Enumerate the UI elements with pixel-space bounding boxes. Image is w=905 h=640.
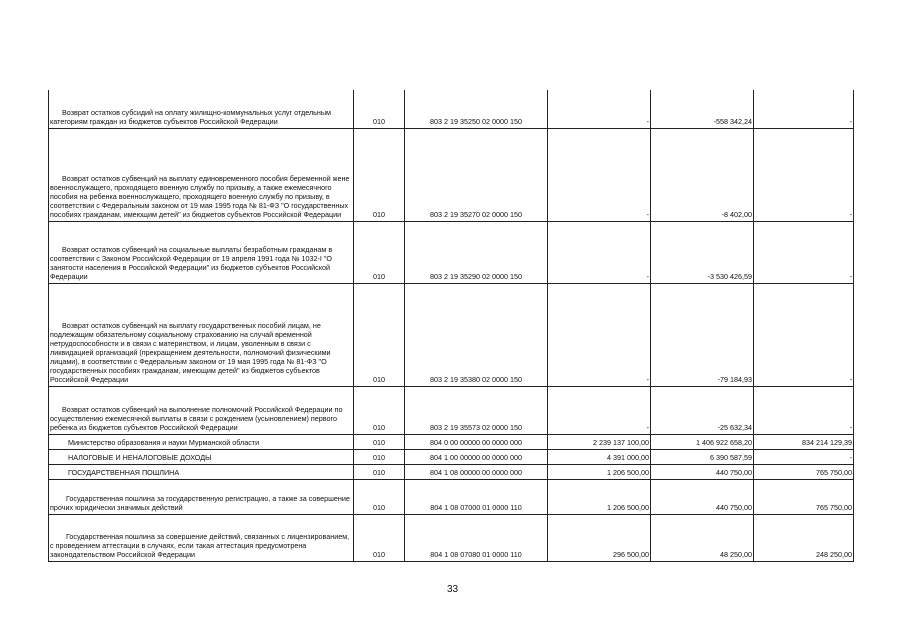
row-line-code: 010 bbox=[354, 386, 405, 434]
row-executed: -8 402,00 bbox=[651, 128, 754, 221]
table-row bbox=[49, 449, 854, 464]
table-row bbox=[49, 434, 854, 449]
row-unexecuted: 834 214 129,39 bbox=[754, 434, 854, 449]
row-name: Государственная пошлина за государственную регистрацию, а также за совершение прочих юридически значимых действий bbox=[49, 479, 354, 514]
row-unexecuted: - bbox=[754, 221, 854, 283]
row-budget-code: 804 1 08 07080 01 0000 110 bbox=[405, 514, 548, 561]
row-line-code: 010 bbox=[354, 221, 405, 283]
row-line-code: 010 bbox=[354, 128, 405, 221]
row-budget-code: 803 2 19 35270 02 0000 150 bbox=[405, 128, 548, 221]
row-budget-code: 803 2 19 35573 02 0000 150 bbox=[405, 386, 548, 434]
row-approved: - bbox=[548, 128, 651, 221]
table-row bbox=[49, 514, 854, 561]
row-budget-code: 804 0 00 00000 00 0000 000 bbox=[405, 434, 548, 449]
row-line-code: 010 bbox=[354, 90, 405, 128]
page-number: 33 bbox=[446, 584, 459, 595]
row-name: НАЛОГОВЫЕ И НЕНАЛОГОВЫЕ ДОХОДЫ bbox=[49, 449, 354, 464]
budget-report-table bbox=[48, 90, 854, 562]
row-name: Возврат остатков субвенций на выплату единовременного пособия беременной жене военнослужащего, проходящего военную службу по призыву, а также ежемесячного пособия на ребенка военнослужащего, проходящего военную службу по призыву, в соответствии с Федеральным законом от 19 мая 1995 года № 81-ФЗ "О государственных пособиях гражданам, имеющим детей" из бюджетов субъектов Российской Федерации bbox=[49, 128, 354, 221]
row-name: Министерство образования и науки Мурманской области bbox=[49, 434, 354, 449]
row-executed: 440 750,00 bbox=[651, 479, 754, 514]
row-approved: 1 206 500,00 bbox=[548, 464, 651, 479]
table-row bbox=[49, 90, 854, 128]
row-budget-code: 803 2 19 35380 02 0000 150 bbox=[405, 283, 548, 386]
row-line-code: 010 bbox=[354, 514, 405, 561]
row-executed: 48 250,00 bbox=[651, 514, 754, 561]
row-executed: 1 406 922 658,20 bbox=[651, 434, 754, 449]
row-unexecuted: - bbox=[754, 386, 854, 434]
row-budget-code: 804 1 08 07000 01 0000 110 bbox=[405, 479, 548, 514]
row-approved: 4 391 000,00 bbox=[548, 449, 651, 464]
table-row bbox=[49, 128, 854, 221]
row-line-code: 010 bbox=[354, 434, 405, 449]
row-budget-code: 803 2 19 35250 02 0000 150 bbox=[405, 90, 548, 128]
row-line-code: 010 bbox=[354, 283, 405, 386]
row-executed: -25 632,34 bbox=[651, 386, 754, 434]
row-unexecuted: - bbox=[754, 449, 854, 464]
row-executed: -79 184,93 bbox=[651, 283, 754, 386]
row-approved: - bbox=[548, 386, 651, 434]
row-unexecuted: - bbox=[754, 283, 854, 386]
row-executed: 440 750,00 bbox=[651, 464, 754, 479]
row-name: ГОСУДАРСТВЕННАЯ ПОШЛИНА bbox=[49, 464, 354, 479]
row-name: Государственная пошлина за совершение действий, связанных с лицензированием, с проведением аттестации в случаях, если такая аттестация предусмотрена законодательством Российской Федерации bbox=[49, 514, 354, 561]
row-name: Возврат остатков субвенций на социальные выплаты безработным гражданам в соответствии с Законом Российской Федерации от 19 апреля 1991 года № 1032-I "О занятости населения в Российской Федерации" из бюджетов субъектов Российской Федерации bbox=[49, 221, 354, 283]
table-row bbox=[49, 221, 854, 283]
row-executed: -3 530 426,59 bbox=[651, 221, 754, 283]
row-line-code: 010 bbox=[354, 464, 405, 479]
table-row bbox=[49, 386, 854, 434]
row-budget-code: 804 1 08 00000 00 0000 000 bbox=[405, 464, 548, 479]
row-unexecuted: - bbox=[754, 90, 854, 128]
row-unexecuted: 248 250,00 bbox=[754, 514, 854, 561]
row-executed: 6 390 587,59 bbox=[651, 449, 754, 464]
row-line-code: 010 bbox=[354, 449, 405, 464]
row-name: Возврат остатков субвенций на выплату государственных пособий лицам, не подлежащим обязательному социальному страхованию на случай временной нетрудоспособности и в связи с материнством, и лицам, уволенным в связи с ликвидацией организаций (прекращением деятельности, полномочий физическими лицами), в соответствии с Федеральным законом от 19 мая 1995 года № 81-ФЗ "О государственных пособиях гражданам, имеющим детей" из бюджетов субъектов Российской Федерации bbox=[49, 283, 354, 386]
table-row bbox=[49, 479, 854, 514]
row-budget-code: 804 1 00 00000 00 0000 000 bbox=[405, 449, 548, 464]
row-approved: - bbox=[548, 221, 651, 283]
row-name: Возврат остатков субвенций на выполнение полномочий Российской Федерации по осуществлению ежемесячной выплаты в связи с рождением (усыновлением) первого ребенка из бюджетов субъектов Российской Федерации bbox=[49, 386, 354, 434]
row-approved: 1 206 500,00 bbox=[548, 479, 651, 514]
row-executed: -558 342,24 bbox=[651, 90, 754, 128]
row-line-code: 010 bbox=[354, 479, 405, 514]
table-row bbox=[49, 283, 854, 386]
row-unexecuted: 765 750,00 bbox=[754, 464, 854, 479]
row-approved: - bbox=[548, 90, 651, 128]
row-budget-code: 803 2 19 35290 02 0000 150 bbox=[405, 221, 548, 283]
row-approved: 2 239 137 100,00 bbox=[548, 434, 651, 449]
row-approved: - bbox=[548, 283, 651, 386]
row-unexecuted: 765 750,00 bbox=[754, 479, 854, 514]
table-row bbox=[49, 464, 854, 479]
row-unexecuted: - bbox=[754, 128, 854, 221]
row-name: Возврат остатков субсидий на оплату жилищно-коммунальных услуг отдельным категориям граждан из бюджетов субъектов Российской Федерации bbox=[49, 90, 354, 128]
row-approved: 296 500,00 bbox=[548, 514, 651, 561]
